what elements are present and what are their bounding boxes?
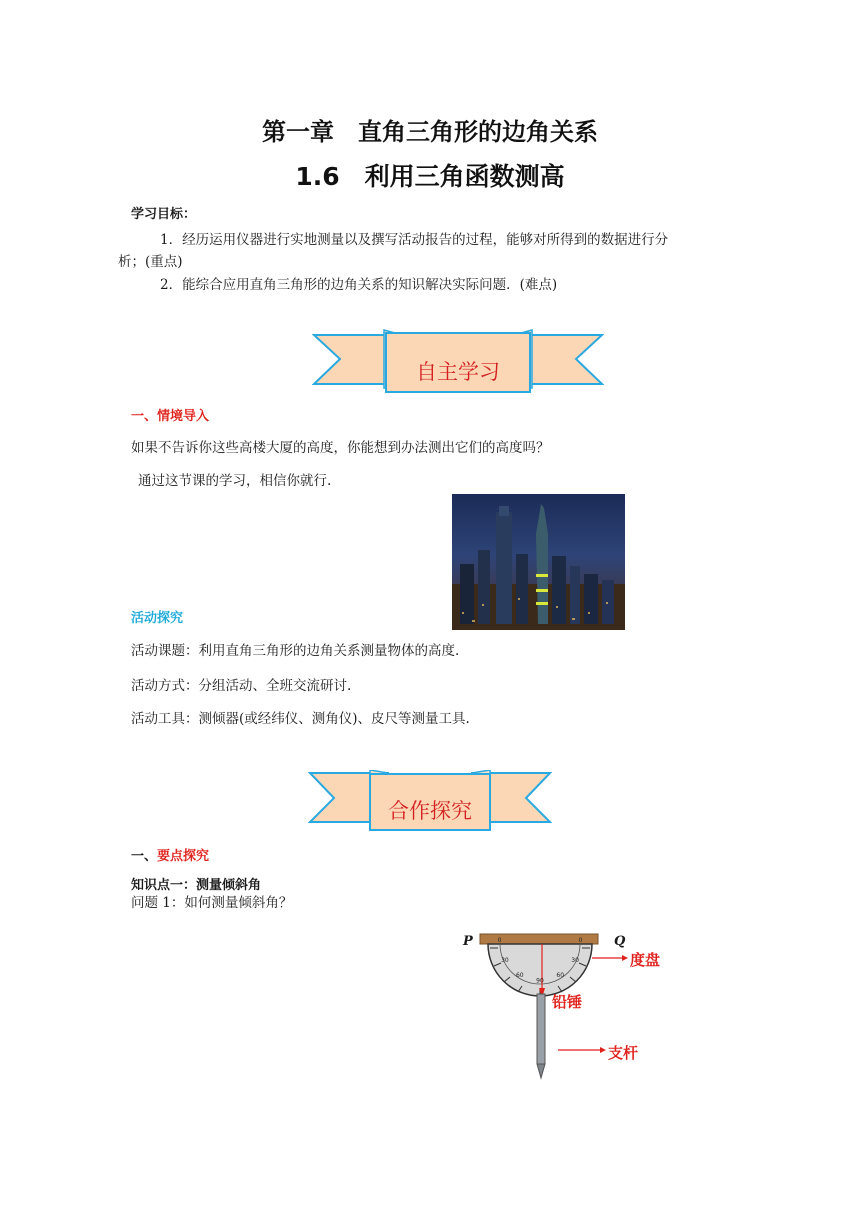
objectives-label: 学习目标： (131, 207, 197, 222)
activity-heading: 活动探究 (131, 611, 184, 626)
banner-label-2: 合作探究 (388, 799, 472, 823)
question-1: 问题 1：如何测量倾斜角？ (131, 895, 293, 911)
objective-1-line1: 1．经历运用仪器进行实地测量以及撰写活动报告的过程，能够对所得到的数据进行分 (160, 232, 669, 248)
inclinometer-diagram (460, 928, 670, 1083)
protractor-tick-label: 30 (501, 957, 509, 965)
objective-1-line2: 析；(重点) (118, 254, 183, 270)
activity-method: 活动方式：分组活动、全班交流研讨. (131, 678, 352, 694)
section-banner-cooperative (308, 770, 552, 834)
label-pole: 支杆 (608, 1044, 639, 1062)
city-skyline-photo (452, 494, 625, 630)
skyline-illustration (452, 494, 625, 630)
activity-topic: 活动课题：利用直角三角形的边角关系测量物体的高度. (131, 643, 460, 659)
explore-heading-text: 要点探究 (157, 849, 210, 864)
protractor-tick-label: 0 (578, 937, 583, 944)
explore-heading (131, 845, 209, 864)
knowledge-point-1: 知识点一：测量倾斜角 (131, 878, 262, 893)
explore-heading-prefix: 一、 (131, 849, 158, 864)
protractor-tick-label: 0 (497, 937, 502, 944)
banner-label: 自主学习 (416, 360, 500, 384)
situation-encourage: 通过这节课的学习，相信你就行. (138, 473, 332, 489)
label-plumb: 铅锤 (552, 993, 583, 1011)
protractor-tick-label: 90 (536, 977, 544, 985)
objective-2: 2．能综合应用直角三角形的边角关系的知识解决实际问题．(难点) (160, 277, 558, 293)
section-title: 1.6 利用三角函数测高 (295, 162, 565, 191)
protractor-tick-label: 30 (571, 957, 579, 965)
situation-question: 如果不告诉你这些高楼大厦的高度，你能想到办法测出它们的高度吗？ (131, 440, 550, 456)
protractor-tick-label: 60 (515, 972, 524, 980)
activity-tools: 活动工具：测倾器(或经纬仪、测角仪)、皮尺等测量工具. (131, 711, 470, 727)
chapter-title: 第一章 直角三角形的边角关系 (262, 118, 598, 146)
label-dial: 度盘 (630, 951, 661, 969)
label-p: P (463, 934, 473, 949)
protractor-tick-label: 60 (556, 972, 565, 980)
section-banner-self-study (312, 328, 604, 398)
situation-heading: 一、情境导入 (131, 409, 210, 424)
label-q: Q (614, 934, 626, 949)
